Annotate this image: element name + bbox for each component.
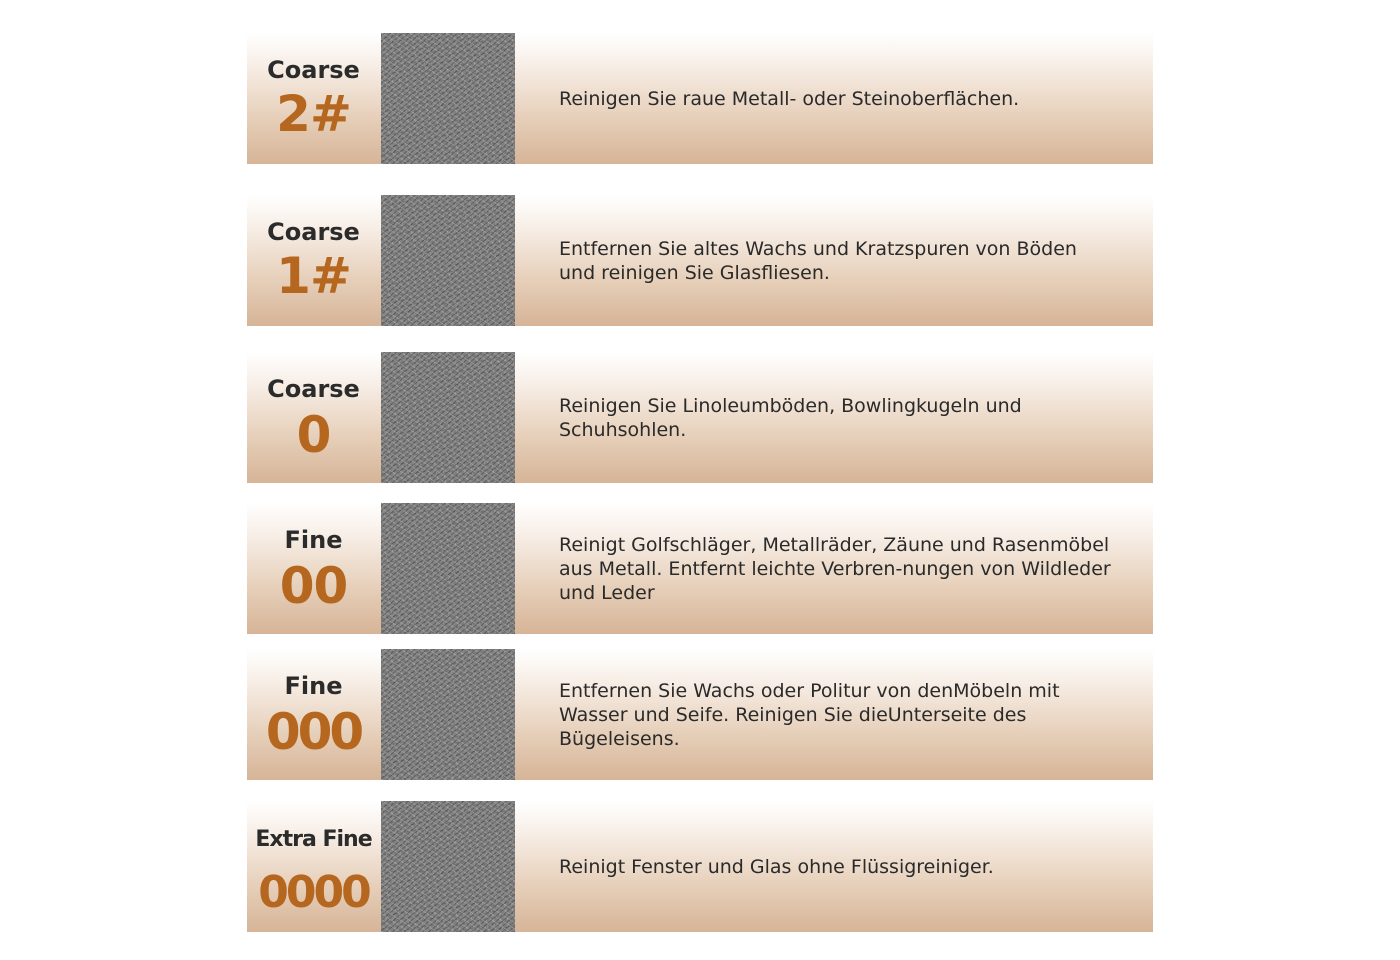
steel-wool-swatch-image xyxy=(381,649,515,780)
description-line: Bügeleisens. xyxy=(559,727,680,750)
description-line: Entfernen Sie altes Wachs und Kratzspuren von Böden xyxy=(559,237,1077,260)
description-line: Schuhsohlen. xyxy=(559,418,687,441)
grade-name: Coarse xyxy=(267,375,360,403)
grade-name: Coarse xyxy=(267,218,360,246)
description-line: Reinigen Sie Linoleumböden, Bowlingkugeln und xyxy=(559,394,1022,417)
grade-label xyxy=(247,649,380,780)
grade-description xyxy=(559,855,1129,879)
grade-label xyxy=(247,801,380,932)
grade-number: 00 xyxy=(279,557,348,615)
grade-row-coarse-1 xyxy=(247,195,1153,326)
grade-number: 000 xyxy=(265,703,362,761)
grade-row-extra-fine-0000 xyxy=(247,801,1153,932)
steel-wool-swatch-image xyxy=(381,503,515,634)
description-line: Reinigt Fenster und Glas ohne Flüssigreiniger. xyxy=(559,855,994,878)
steel-wool-swatch-image xyxy=(381,352,515,483)
grade-number: 1# xyxy=(276,247,351,305)
grade-description xyxy=(559,394,1129,442)
description-line: und reinigen Sie Glasfliesen. xyxy=(559,261,830,284)
description-line: Reinigt Golfschläger, Metallräder, Zäune und Rasenmöbel xyxy=(559,533,1110,556)
grade-name: Coarse xyxy=(267,56,360,84)
description-line: Entfernen Sie Wachs oder Politur von denMöbeln mit xyxy=(559,679,1060,702)
description-line: aus Metall. Entfernt leichte Verbren-nungen von Wildleder xyxy=(559,557,1111,580)
steel-wool-swatch-image xyxy=(381,33,515,164)
description-line: Wasser und Seife. Reinigen Sie dieUnterseite des xyxy=(559,703,1027,726)
grade-number: 0 xyxy=(296,406,331,464)
grade-number: 2# xyxy=(276,85,351,143)
grade-name: Fine xyxy=(284,526,343,554)
grade-name: Extra Fine xyxy=(255,827,372,852)
grade-name: Fine xyxy=(284,672,343,700)
grade-row-coarse-2 xyxy=(247,33,1153,164)
grade-row-fine-00 xyxy=(247,503,1153,634)
grade-description xyxy=(559,237,1129,285)
grade-label xyxy=(247,352,380,483)
grade-label xyxy=(247,195,380,326)
grade-label xyxy=(247,33,380,164)
steel-wool-swatch-image xyxy=(381,801,515,932)
grade-number: 0000 xyxy=(258,867,369,918)
grade-row-fine-000 xyxy=(247,649,1153,780)
grade-row-coarse-0 xyxy=(247,352,1153,483)
grade-description xyxy=(559,87,1129,111)
description-line: und Leder xyxy=(559,581,655,604)
grade-description xyxy=(559,533,1129,605)
grade-label xyxy=(247,503,380,634)
description-line: Reinigen Sie raue Metall- oder Steinoberflächen. xyxy=(559,87,1020,110)
steel-wool-swatch-image xyxy=(381,195,515,326)
grade-description xyxy=(559,679,1129,751)
